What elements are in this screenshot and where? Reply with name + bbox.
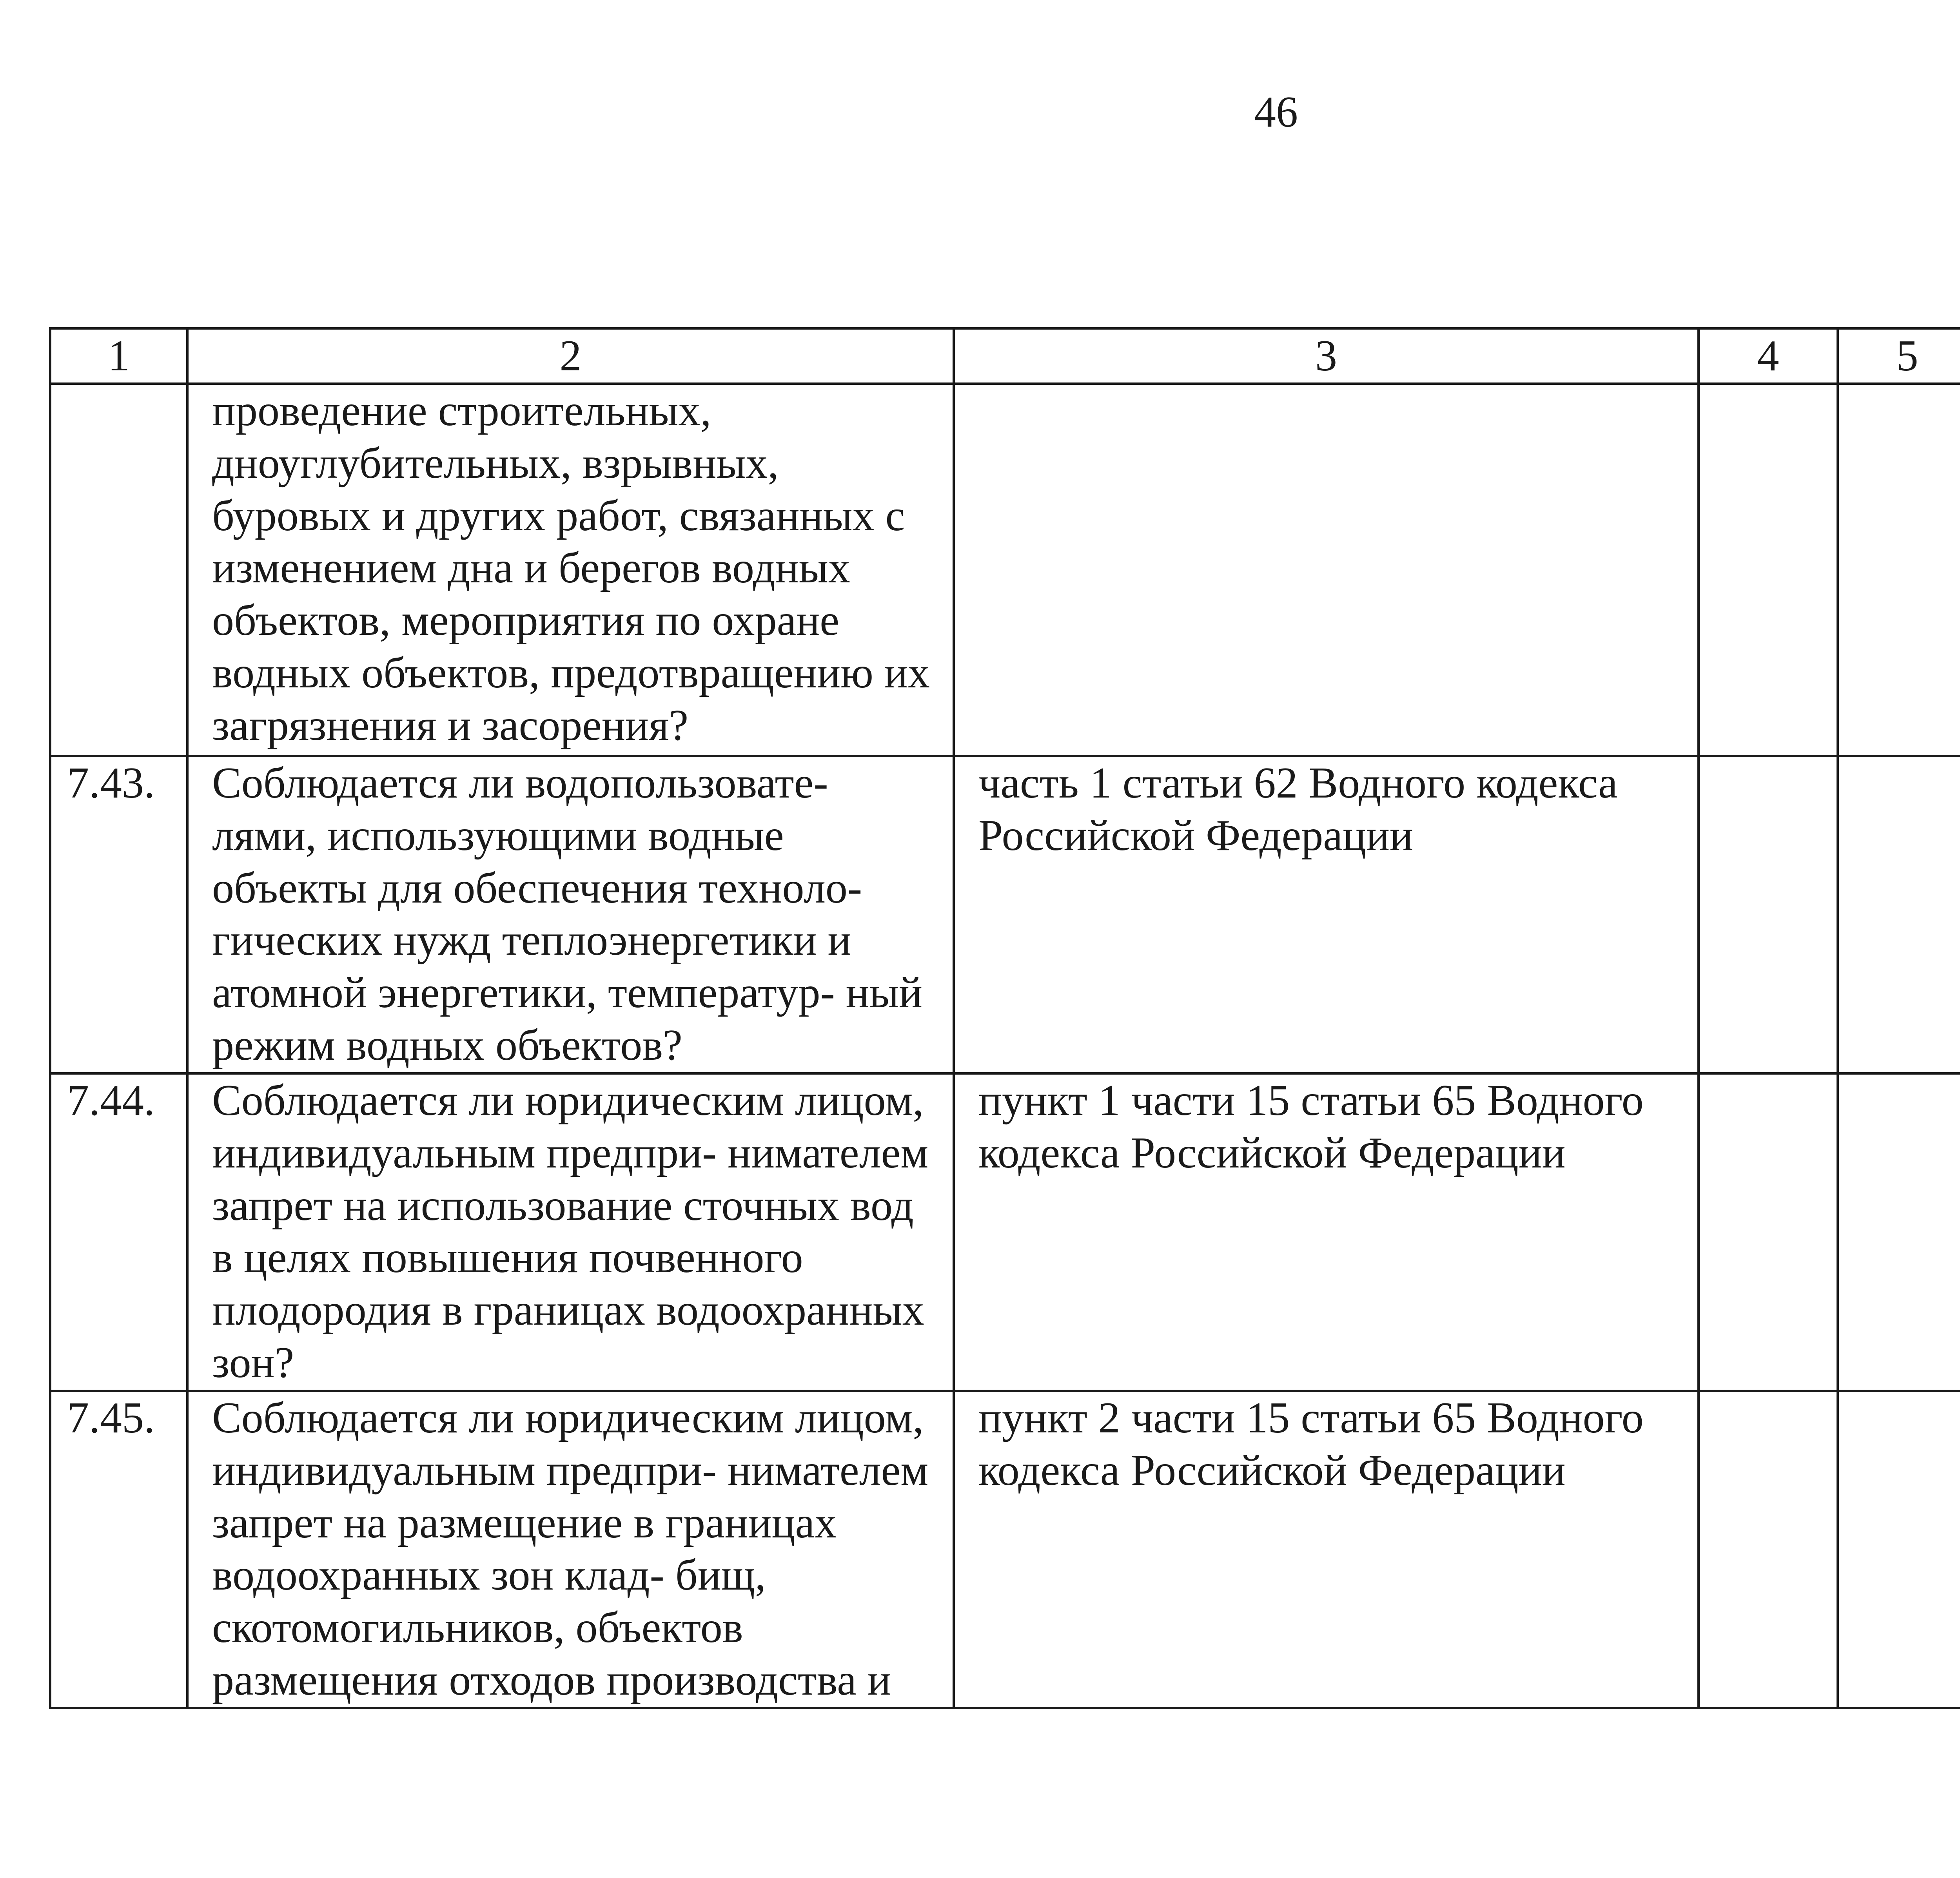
checklist-table [49, 327, 1960, 1709]
reference-cell: пункт 1 части 15 статьи 65 Водного кодекса Российской Федерации [954, 1073, 1699, 1391]
answer-cell-5[interactable] [1838, 384, 1960, 756]
question-cell: Соблюдается ли юридическим лицом, индивидуальным предпри- нимателем запрет на использование сточных вод в целях повышения почвенного плодородия в границах водоохранных зон? [187, 1073, 954, 1391]
row-number [50, 384, 187, 756]
answer-cell-5[interactable] [1838, 1391, 1960, 1708]
column-header-4: 4 [1699, 328, 1838, 384]
reference-cell [954, 384, 1699, 756]
column-header-3: 3 [954, 328, 1699, 384]
question-cell: Соблюдается ли водопользовате- лями, использующими водные объекты для обеспечения техноло- гических нужд теплоэнергетики и атомной энергетики, температур- ный режим водных объектов? [187, 756, 954, 1073]
table-row [50, 1073, 1960, 1391]
answer-cell-4[interactable] [1699, 1073, 1838, 1391]
row-number: 7.45. [50, 1391, 187, 1708]
row-number: 7.43. [50, 756, 187, 1073]
reference-cell: часть 1 статьи 62 Водного кодекса Российской Федерации [954, 756, 1699, 1073]
answer-cell-5[interactable] [1838, 1073, 1960, 1391]
column-header-1: 1 [50, 328, 187, 384]
answer-cell-4[interactable] [1699, 1391, 1838, 1708]
answer-cell-4[interactable] [1699, 384, 1838, 756]
table-row [50, 756, 1960, 1073]
question-cell: Соблюдается ли юридическим лицом, индивидуальным предпри- нимателем запрет на размещение в границах водоохранных зон клад- бищ, скотомогильников, объектов размещения отходов производства и [187, 1391, 954, 1708]
question-cell: проведение строительных, дноуглубительных, взрывных, буровых и других работ, связанных с изменением дна и берегов водных объектов, мероприятия по охране водных объектов, предотвращению их загрязнения и засорения? [187, 384, 954, 756]
table-row [50, 384, 1960, 756]
page-number: 46 [1254, 88, 1298, 136]
column-header-5: 5 [1838, 328, 1960, 384]
header-row [50, 328, 1960, 384]
table-row [50, 1391, 1960, 1708]
column-header-2: 2 [187, 328, 954, 384]
reference-cell: пункт 2 части 15 статьи 65 Водного кодекса Российской Федерации [954, 1391, 1699, 1708]
answer-cell-4[interactable] [1699, 756, 1838, 1073]
answer-cell-5[interactable] [1838, 756, 1960, 1073]
row-number: 7.44. [50, 1073, 187, 1391]
